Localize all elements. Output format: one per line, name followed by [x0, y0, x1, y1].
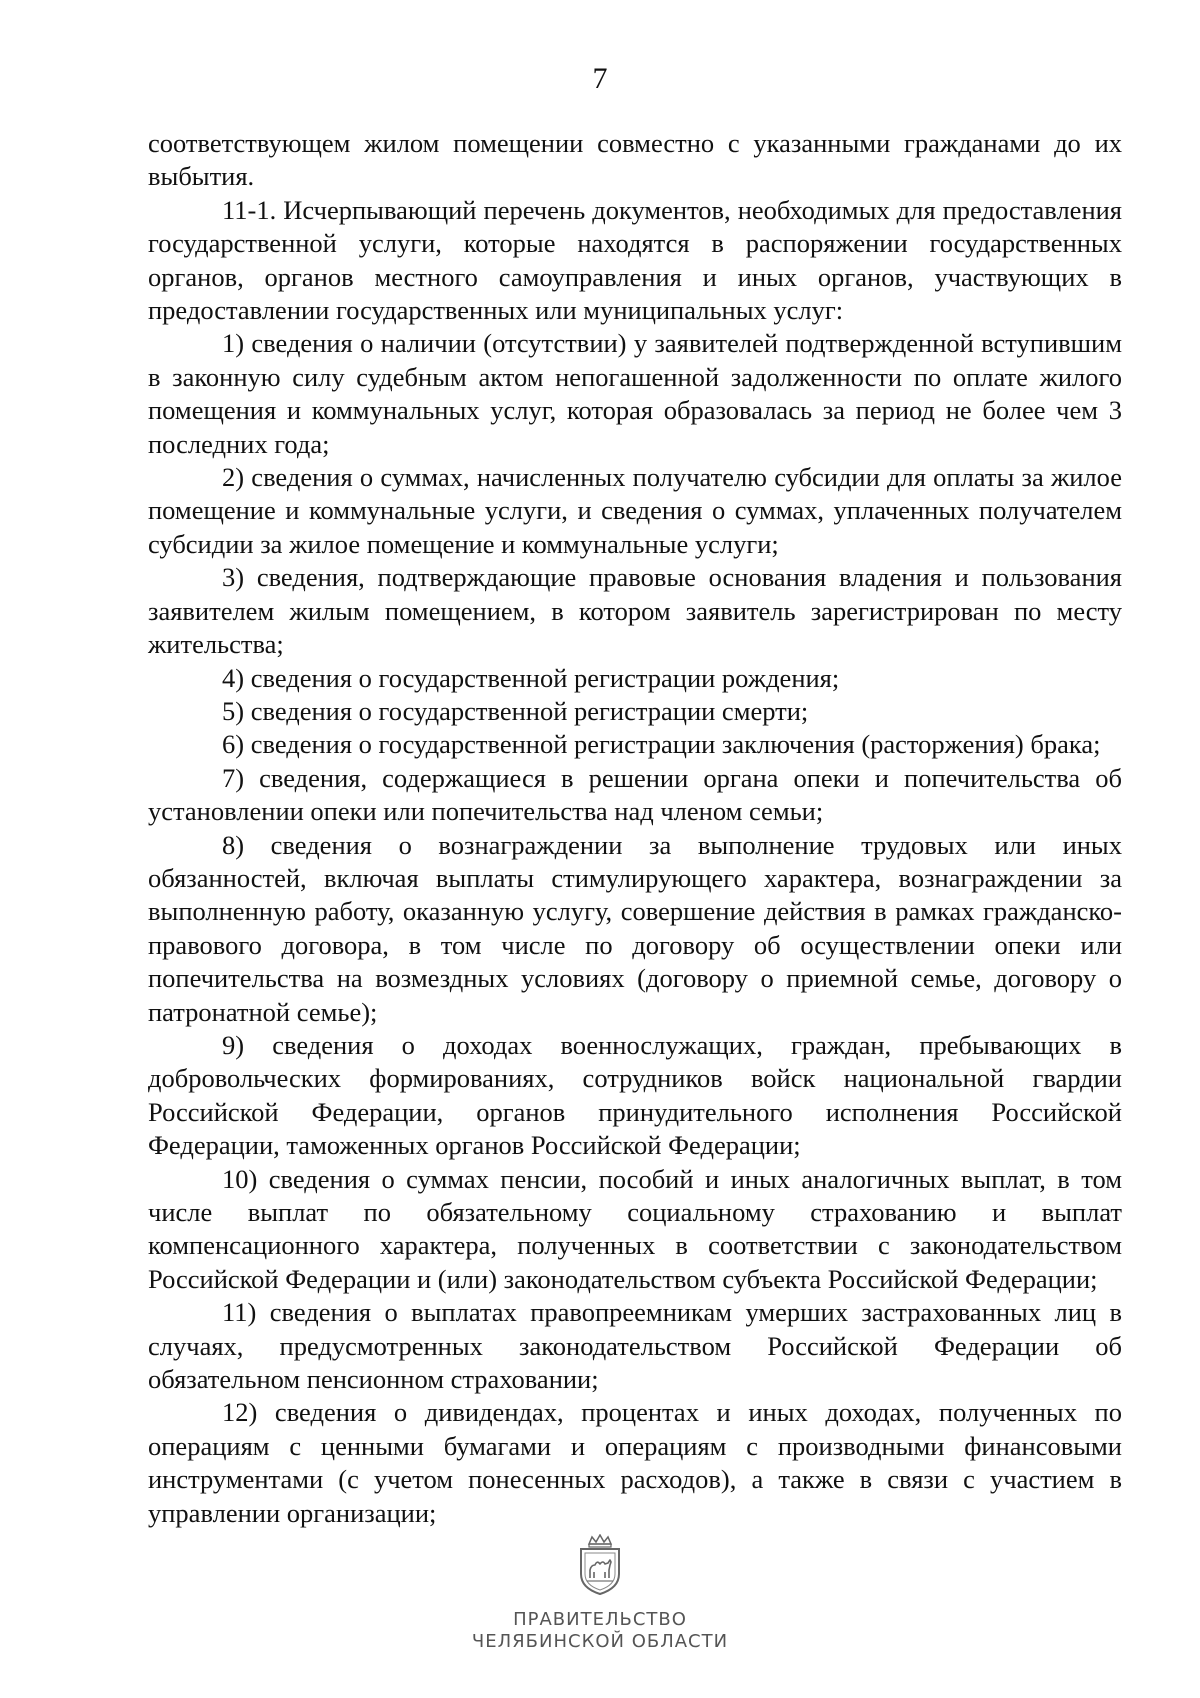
- chelyabinsk-coat-of-arms-icon: [577, 1534, 623, 1596]
- paragraph-continuation: соответствующем жилом помещении совместно с указанными гражданами до их выбытия.: [148, 128, 1122, 192]
- list-item-4: 4) сведения о государственной регистрации рождения;: [222, 662, 840, 693]
- document-body: [148, 127, 1122, 1530]
- list-item-8: 8) сведения о вознаграждении за выполнение трудовых или иных обязанностей, включая выплаты стимулирующего характера, вознаграждении за выполненную работу, оказанную услугу, совершение действия в рамках гражданско-правового договора, в том числе по договору об осуществлении опеки или попечительства на возмездных условиях (договору о приемной семье, договору о патронатной семье);: [148, 829, 1122, 1027]
- seal-text-line1: ПРАВИТЕЛЬСТВО: [513, 1609, 687, 1630]
- list-item-5: 5) сведения о государственной регистрации смерти;: [222, 695, 809, 726]
- seal-text-line2: ЧЕЛЯБИНСКОЙ ОБЛАСТИ: [471, 1631, 729, 1652]
- list-item-9: 9) сведения о доходах военнослужащих, граждан, пребывающих в добровольческих формированиях, сотрудников войск национальной гвардии Российской Федерации, органов принудительного исполнения Российской Федерации, таможенных органов Российской Федерации;: [148, 1029, 1122, 1161]
- list-item-11: 11) сведения о выплатах правопреемникам умерших застрахованных лиц в случаях, предусмотренных законодательством Российской Федерации об обязательном пенсионном страховании;: [148, 1297, 1122, 1395]
- list-item-12: 12) сведения о дивидендах, процентах и иных доходах, полученных по операциям с ценными бумагами и операциям с производными финансовыми инструментами (с учетом понесенных расходов), а также в связи с участием в управлении организации;: [148, 1397, 1122, 1528]
- list-item-6: 6) сведения о государственной регистрации заключения (расторжения) брака;: [222, 729, 1101, 760]
- list-item-10: 10) сведения о суммах пенсии, пособий и иных аналогичных выплат, в том числе выплат по обязательному социальному страхованию и выплат компенсационного характера, полученных в соответствии с законодательством Российской Федерации и (или) законодательством субъекта Российской Федерации;: [148, 1163, 1122, 1294]
- list-item-2: 2) сведения о суммах, начисленных получателю субсидии для оплаты за жилое помещение и коммунальные услуги, и сведения о суммах, уплаченных получателем субсидии за жилое помещение и коммунальные услуги;: [148, 462, 1122, 559]
- list-item-7: 7) сведения, содержащиеся в решении органа опеки и попечительства об установлении опеки или попечительства над членом семьи;: [148, 762, 1122, 827]
- government-seal: [0, 1534, 1200, 1653]
- list-item-1: 1) сведения о наличии (отсутствии) у заявителей подтвержденной вступившим в законную силу судебным актом непогашенной задолженности по оплате жилого помещения и коммунальных услуг, которая образовалась за период не более чем 3 последних года;: [148, 328, 1122, 459]
- page-number: 7: [592, 62, 608, 95]
- paragraph-section-11-1: 11-1. Исчерпывающий перечень документов, необходимых для предоставления государственной услуги, которые находятся в распоряжении государственных органов, органов местного самоуправления и иных органов, участвующих в предоставлении государственных или муниципальных услуг:: [148, 194, 1122, 326]
- list-item-3: 3) сведения, подтверждающие правовые основания владения и пользования заявителем жилым помещением, в котором заявитель зарегистрирован по месту жительства;: [148, 562, 1122, 660]
